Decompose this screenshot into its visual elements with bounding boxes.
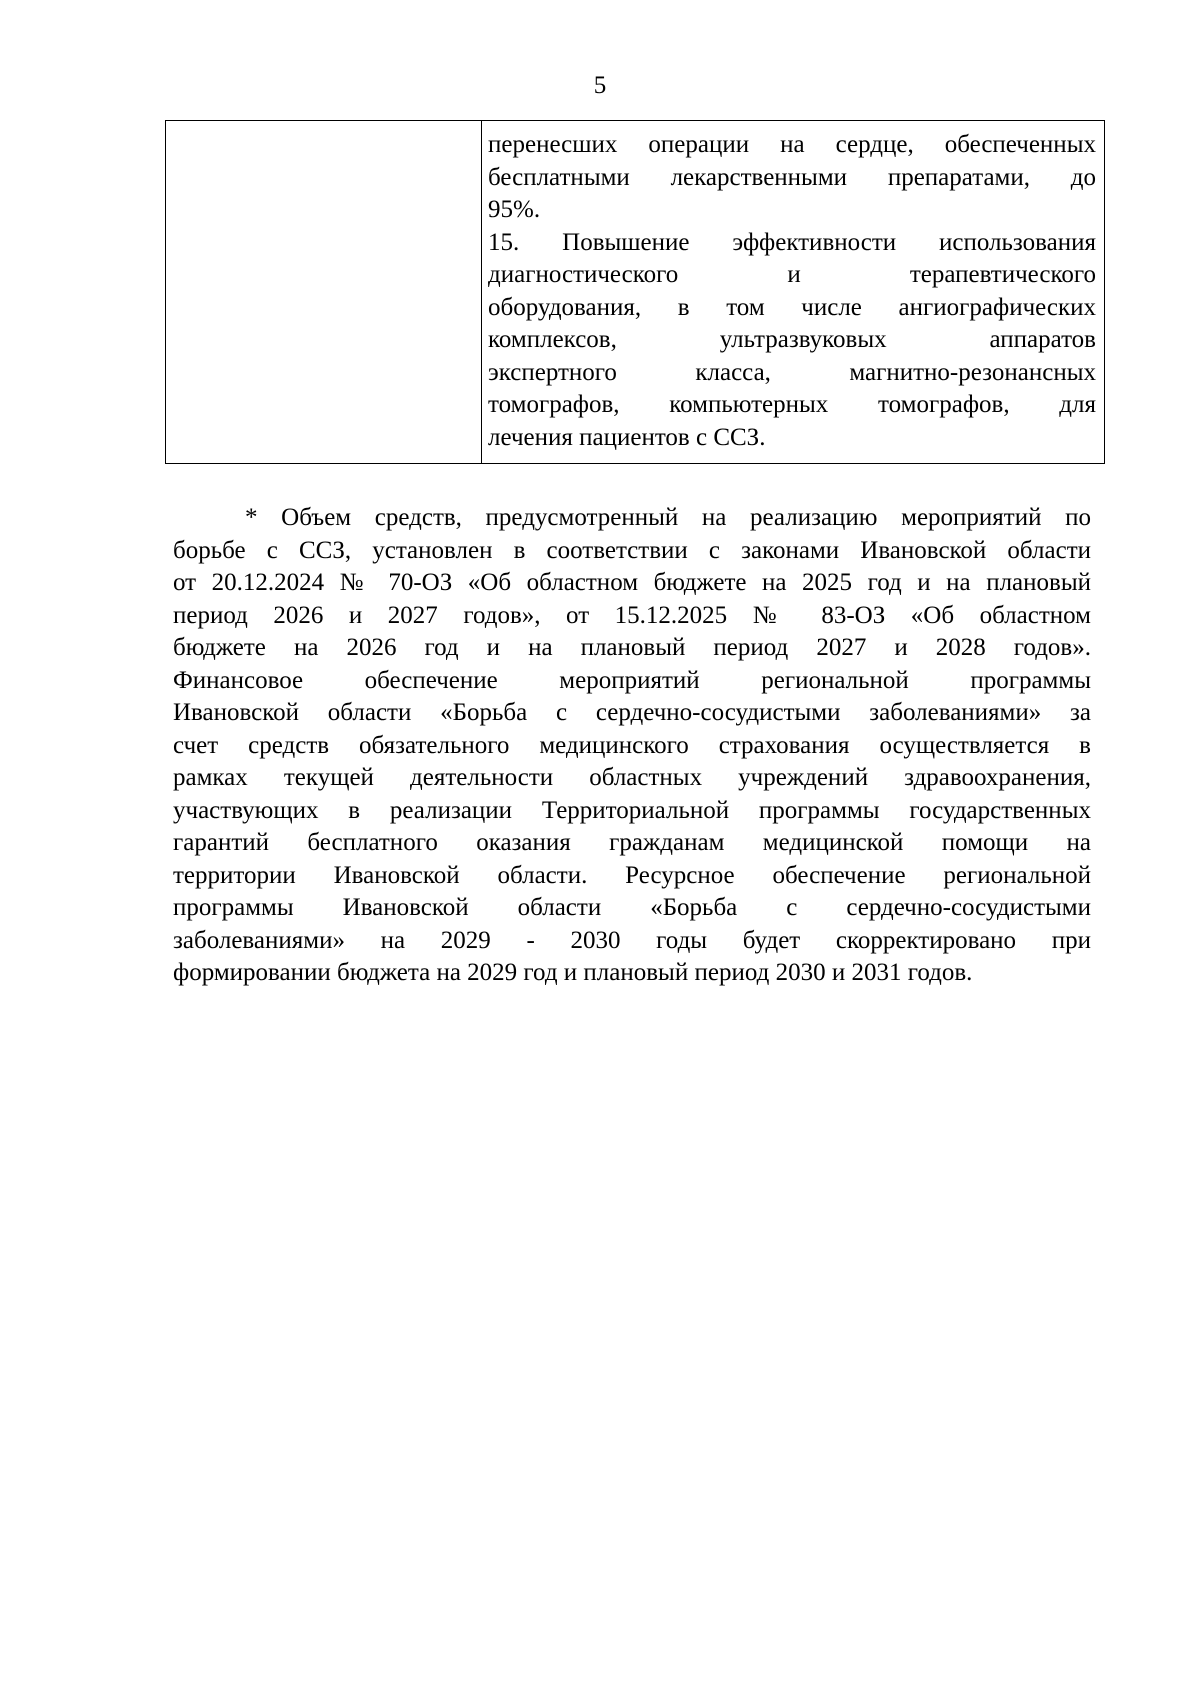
table-row [166,121,1105,464]
footnote-line: бюджете на 2026 год и на плановый период 2027 и 2028 годов». [173,634,1091,661]
footnote-line: счет средств обязательного медицинского страхования осуществляется в [173,731,1091,759]
table-cell-line: экспертного класса, магнитно-резонансных [488,358,1096,386]
footnote-line: от 20.12.2024 № 70-ОЗ «Об областном бюджете на 2025 год и на плановый [173,569,1091,596]
table-cell-line: бесплатными лекарственными препаратами, до [488,163,1096,191]
footnote-line: Ивановской области «Борьба с сердечно-сосудистыми заболеваниями» за [173,699,1091,726]
footnote-line: рамках текущей деятельности областных учреждений здравоохранения, [173,764,1091,791]
table-cell-line: диагностического и терапевтического [488,261,1096,288]
table-cell-line: перенесших операции на сердце, обеспеченных [488,131,1096,158]
footnote-line: Финансовое обеспечение мероприятий региональной программы [173,666,1091,694]
table-cell-text [482,121,1104,463]
footnote-line: территории Ивановской области. Ресурсное обеспечение региональной [173,861,1091,889]
footnote-line: программы Ивановской области «Борьба с сердечно-сосудистыми [173,894,1091,921]
footnote-paragraph [173,502,1091,990]
table-cell-right [482,121,1105,464]
table-cell-line: томографов, компьютерных томографов, для [488,391,1096,418]
footnote-line: борьбе с ССЗ, установлен в соответствии с законами Ивановской области [173,536,1091,564]
footnote-line: гарантий бесплатного оказания гражданам медицинской помощи на [173,829,1091,856]
footnote-line: участвующих в реализации Территориальной программы государственных [173,796,1091,824]
table-cell-line: 95%. [488,196,541,223]
table-cell-line: 15. Повышение эффективности использования [488,228,1096,256]
footnote-line: формировании бюджета на 2029 год и плановый период 2030 и 2031 годов. [173,959,973,986]
table-cell-line: комплексов, ультразвуковых аппаратов [488,326,1096,353]
footnote-line: период 2026 и 2027 годов», от 15.12.2025 № 83-ОЗ «Об областном [173,601,1091,629]
measures-table [165,120,1105,464]
footnote-line: заболеваниями» на 2029 - 2030 годы будет скорректировано при [173,926,1091,954]
table-cell-line: лечения пациентов с ССЗ. [488,423,766,451]
page-number: 5 [593,72,607,99]
table-cell-left-empty [166,121,482,464]
table-cell-line: оборудования, в том числе ангиографических [488,293,1096,321]
footnote-line: * Объем средств, предусмотренный на реализацию мероприятий по [245,504,1091,531]
